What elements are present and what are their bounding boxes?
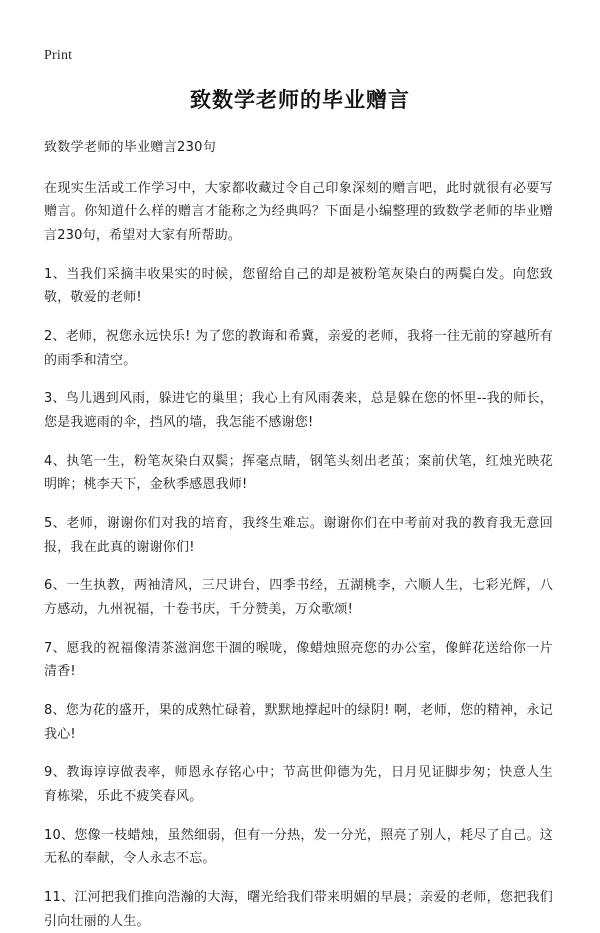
list-item: 3、鸟儿遇到风雨，躲进它的巢里；我心上有风雨袭来，总是躲在您的怀里--我的师长，您是我遮雨的伞，挡风的墙，我怎能不感谢您!	[44, 391, 553, 431]
list-item: 7、愿我的祝福像清茶滋润您干涸的喉咙，像蜡烛照亮您的办公室，像鲜花送给你一片清香!	[44, 640, 553, 680]
list-item: 2、老师，祝您永远快乐! 为了您的教诲和希冀，亲爱的老师，我将一往无前的穿越所有的雨季和清空。	[44, 329, 553, 368]
list-item: 11、江河把我们推向浩瀚的大海，曙光给我们带来明媚的早晨；亲爱的老师，您把我们引向壮丽的人生。	[44, 889, 553, 929]
page-title: 致数学老师的毕业赠言	[190, 88, 410, 112]
print-link[interactable]: Print	[44, 48, 73, 63]
list-item: 8、您为花的盛开，果的成熟忙碌着，默默地撑起叶的绿阴! 啊，老师，您的精神，永记我心!	[44, 702, 553, 742]
list-item: 9、教诲谆谆做表率，师恩永存铭心中；节高世仰德为先，日月见证脚步匆；快意人生育栋梁，乐此不疲笑春风。	[44, 765, 553, 804]
list-item: 6、一生执教，两袖清风，三尺讲台，四季书经，五湖桃李，六顺人生，七彩光辉，八方感动，九州祝福，十卷书庆，千分赞美，万众歌颂!	[44, 578, 553, 617]
list-item: 5、老师，谢谢你们对我的培育，我终生难忘。谢谢你们在中考前对我的教育我无意回报，我在此真的谢谢你们!	[44, 516, 553, 555]
document-subtitle: 致数学老师的毕业赠言230句	[44, 140, 217, 155]
document-body	[0, 138, 600, 933]
print-toolbar	[0, 0, 600, 64]
message-list	[44, 263, 553, 933]
list-item: 4、执笔一生，粉笔灰染白双鬓；挥毫点睛，钢笔头刻出老茧；案前伏笔，红烛光映花明眸；桃李天下，金秋季感恩我师!	[44, 453, 553, 493]
list-item: 10、您像一枝蜡烛，虽然细弱，但有一分热，发一分光，照亮了别人，耗尽了自己。这无私的奉献，令人永志不忘。	[44, 827, 553, 867]
intro-paragraph: 在现实生活或工作学习中，大家都收藏过令自己印象深刻的赠言吧，此时就很有必要写赠言。你知道什么样的赠言才能称之为经典吗？下面是小编整理的致数学老师的毕业赠言230句，希望对大家有所帮助。	[44, 180, 553, 244]
list-item: 1、当我们采摘丰收果实的时候，您留给自己的却是被粉笔灰染白的两鬓白发。向您致敬，敬爱的老师!	[44, 266, 553, 306]
